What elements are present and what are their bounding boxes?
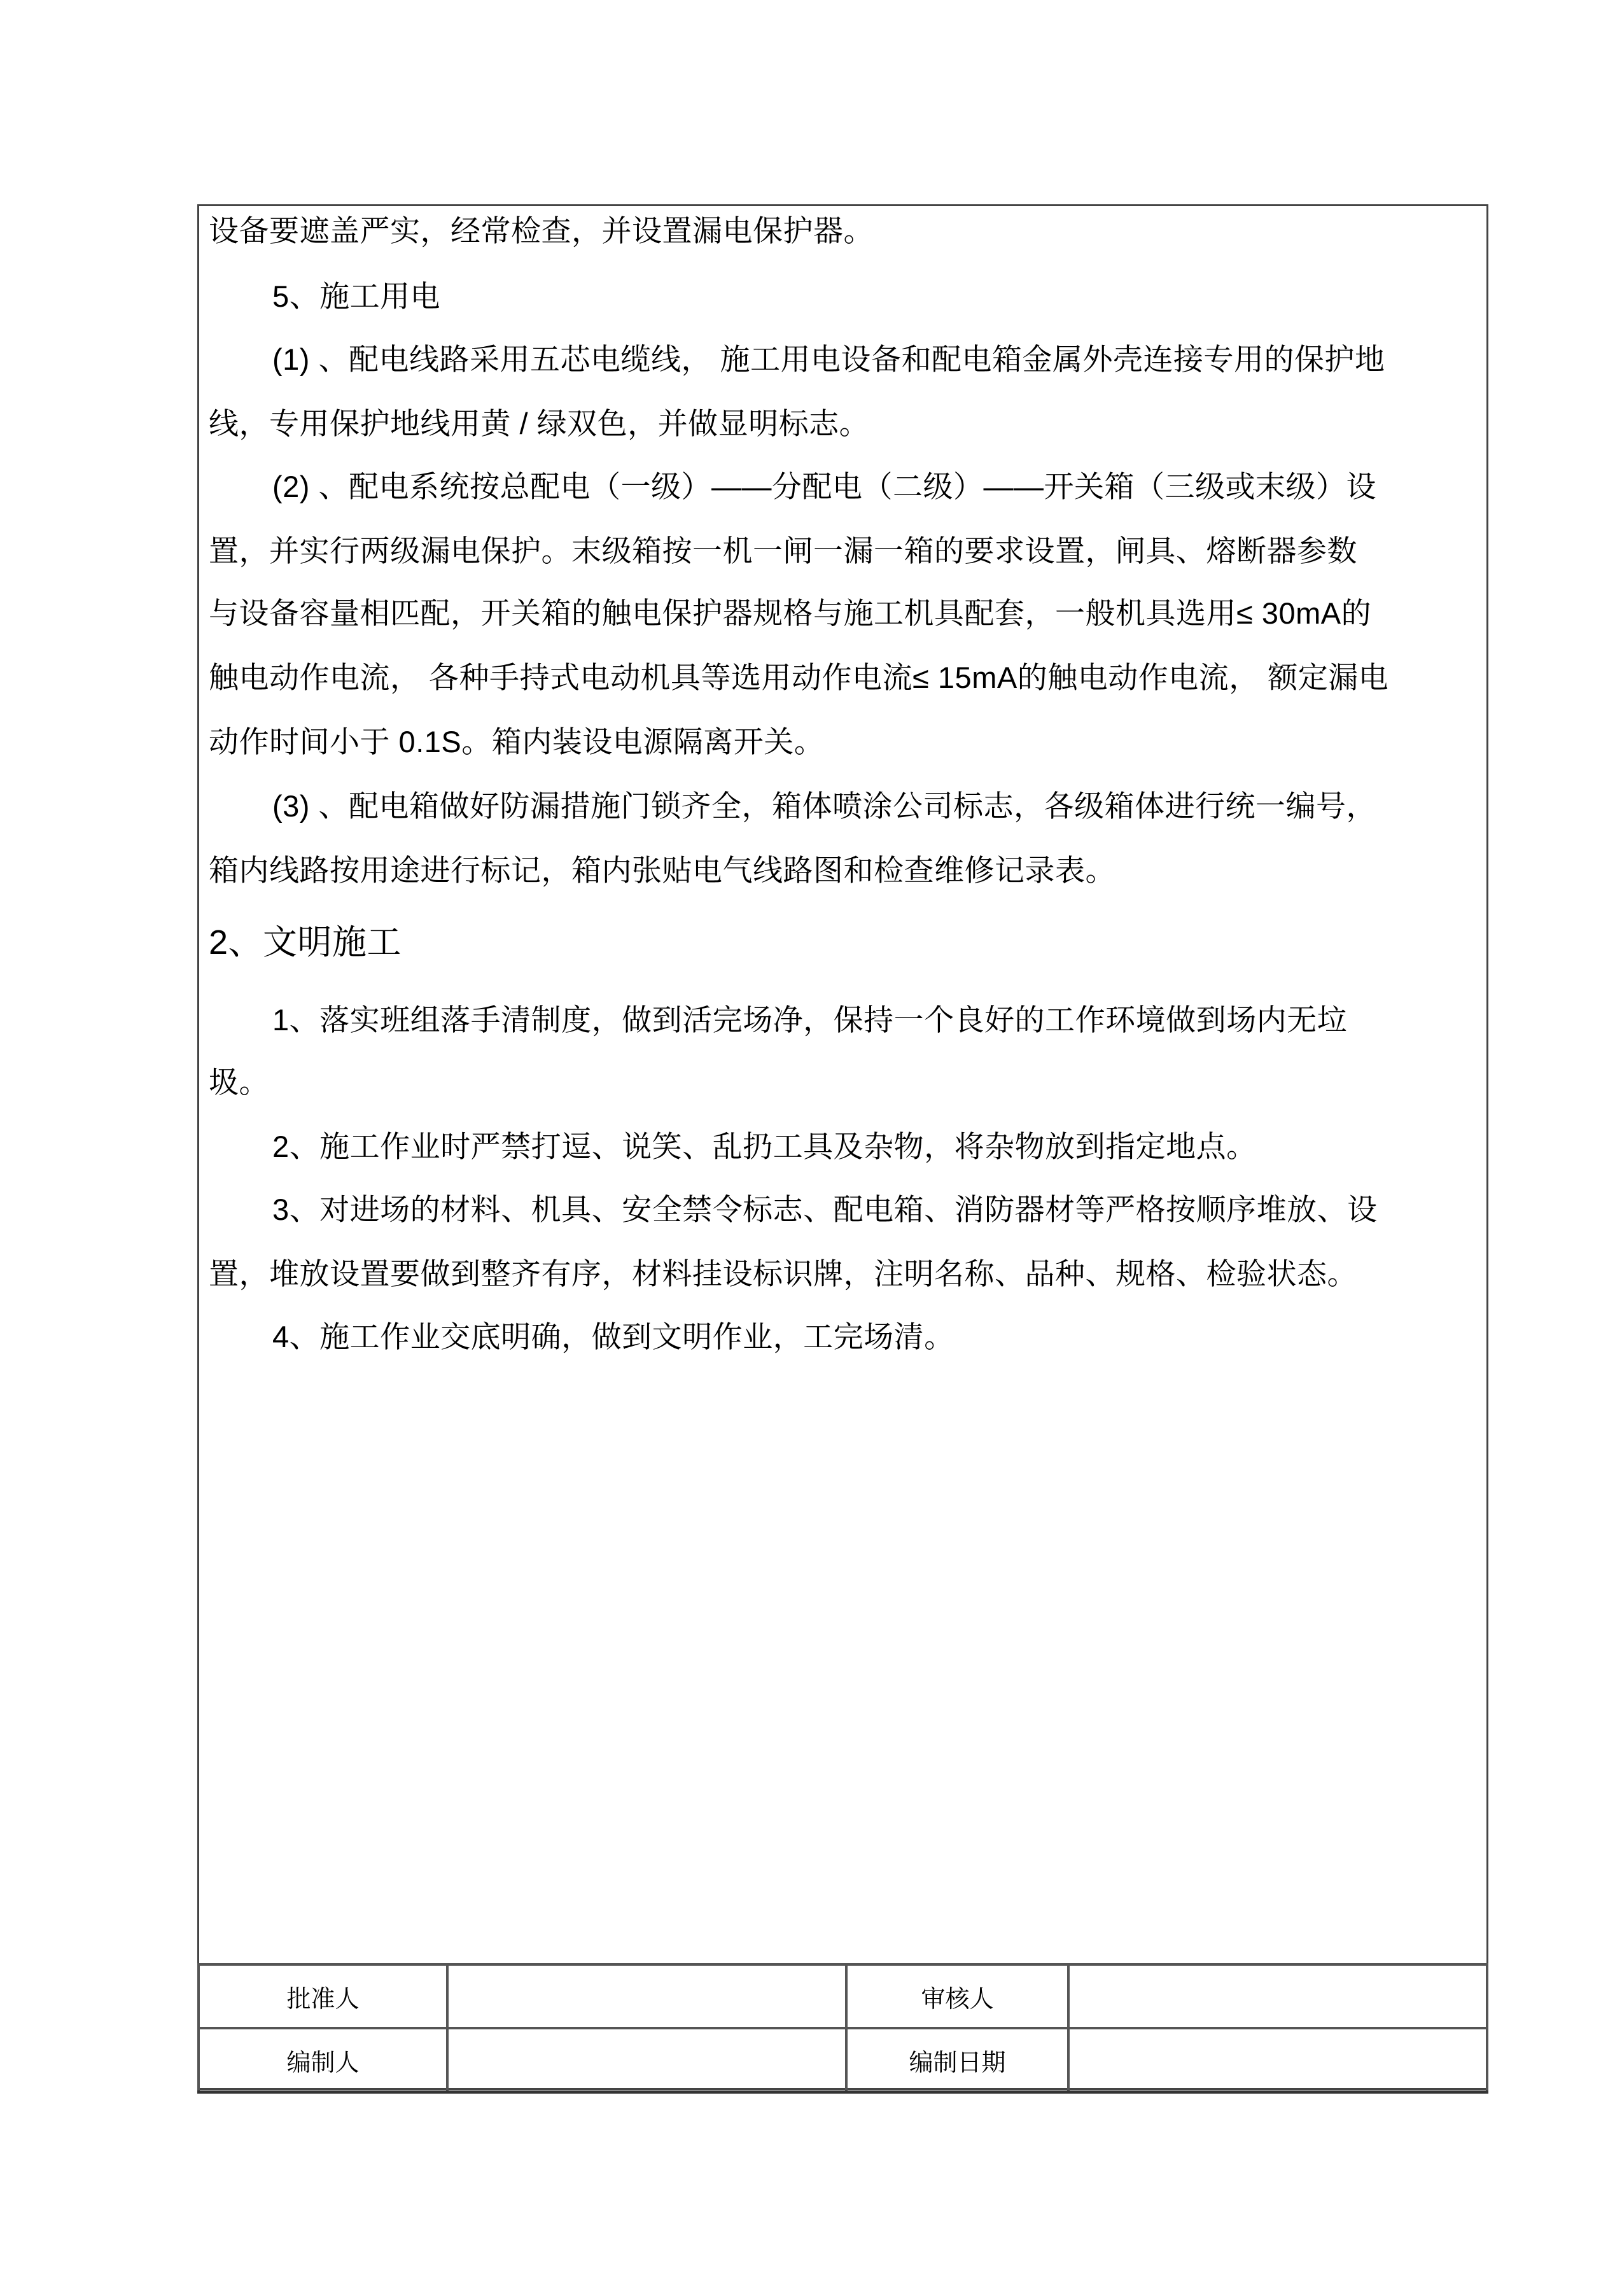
text-line: 3、对进场的材料、机具、安全禁令标志、配电箱、消防器材等严格按顺序堆放、设 xyxy=(272,1193,1378,1226)
text-line: 动作时间小于 0.1S。箱内装设电源隔离开关。 xyxy=(209,725,825,759)
approver-label: 批准人 xyxy=(199,1964,447,2028)
text-line: 圾。 xyxy=(209,1065,269,1099)
text-line: 触电动作电流， 各种手持式电动机具等选用动作电流≤ 15mA的触电动作电流， 额定漏电 xyxy=(209,661,1389,694)
text-line: 设备要遮盖严实，经常检查，并设置漏电保护器。 xyxy=(209,214,874,248)
author-label: 编制人 xyxy=(199,2028,447,2092)
author-field[interactable] xyxy=(447,2028,846,2092)
text-line: (2) 、配电系统按总配电（一级）——分配电（二级）——开关箱（三级或末级）设 xyxy=(272,470,1376,503)
subsection-heading: 5、施工用电 xyxy=(272,279,441,313)
text-line: (3) 、配电箱做好防漏措施门锁齐全，箱体喷涂公司标志，各级箱体进行统一编号， xyxy=(272,789,1376,823)
text-line: 线，专用保护地线用黄 / 绿双色，并做显明标志。 xyxy=(209,407,870,440)
text-line: (1) 、配电线路采用五芯电缆线， 施工用电设备和配电箱金属外壳连接专用的保护地 xyxy=(272,342,1385,376)
text-line: 箱内线路按用途进行标记，箱内张贴电气线路图和检查维修记录表。 xyxy=(209,853,1115,887)
reviewer-field[interactable] xyxy=(1068,1964,1487,2028)
text-line: 1、落实班组落手清制度，做到活完场净，保持一个良好的工作环境做到场内无垃 xyxy=(272,1003,1348,1037)
signature-row xyxy=(199,2028,1487,2092)
section-heading: 2、文明施工 xyxy=(209,923,402,962)
approver-field[interactable] xyxy=(447,1964,846,2028)
text-line: 与设备容量相匹配，开关箱的触电保护器规格与施工机具配套，一般机具选用≤ 30mA的 xyxy=(209,596,1372,630)
date-field[interactable] xyxy=(1068,2028,1487,2092)
text-line: 2、施工作业时严禁打逗、说笑、乱扔工具及杂物，将杂物放到指定地点。 xyxy=(272,1130,1257,1163)
signature-table xyxy=(197,1963,1488,2094)
text-line: 置，堆放设置要做到整齐有序，材料挂设标识牌，注明名称、品种、规格、检验状态。 xyxy=(209,1257,1357,1291)
date-label: 编制日期 xyxy=(846,2028,1068,2092)
text-line: 置，并实行两级漏电保护。末级箱按一机一闸一漏一箱的要求设置，闸具、熔断器参数 xyxy=(209,534,1357,568)
signature-row xyxy=(199,1964,1487,2028)
text-line: 4、施工作业交底明确，做到文明作业，工完场清。 xyxy=(272,1320,954,1354)
reviewer-label: 审核人 xyxy=(846,1964,1068,2028)
